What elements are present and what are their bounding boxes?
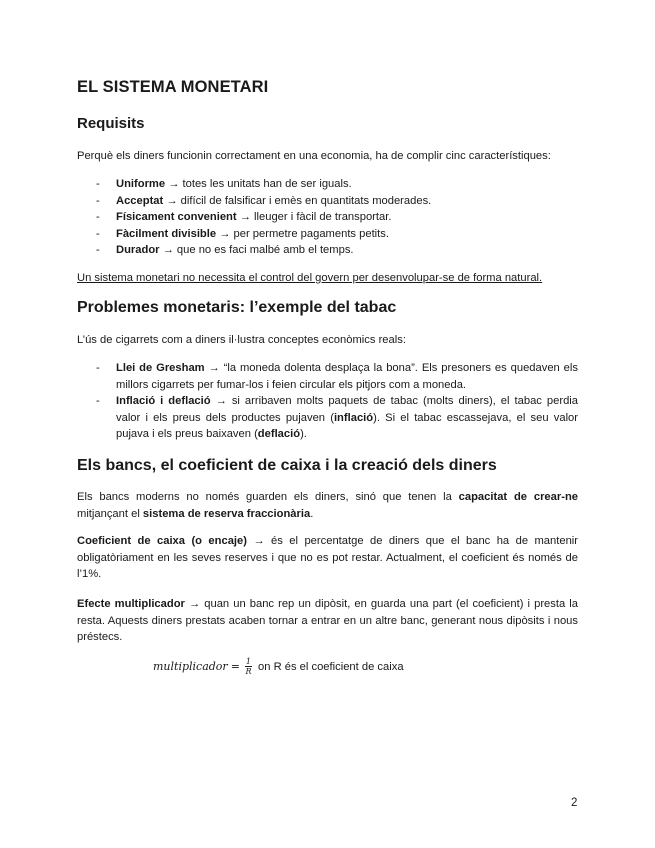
item-term: Uniforme xyxy=(116,178,166,190)
item-text: ). Si el tabac escassejava, el seu valor pujava i els preus baixaven ( xyxy=(116,411,578,440)
item-term: Llei de Gresham xyxy=(116,362,205,374)
item-term: Inflació i deflació xyxy=(116,395,211,407)
list-item xyxy=(77,209,578,226)
paragraph-text: mitjançant el xyxy=(77,507,143,520)
bancs-paragraph-1 xyxy=(77,489,578,522)
item-term: Acceptat xyxy=(116,194,164,207)
item-term-inline: deflació xyxy=(257,428,301,440)
formula-numerator: 1 xyxy=(245,657,252,666)
heading-problemes: Problemes monetaris: l’exemple del tabac xyxy=(77,299,397,316)
paragraph-text: → és el percentatge de diners que el banc ha de mantenir obligatòriament en les seves reserves i que no es pot restar. Actualment, el coeficient és només de l’1%. xyxy=(77,535,578,580)
paragraph-bold: capacitat de crear-ne xyxy=(458,491,578,503)
item-text: → si arribaven molts paquets de tabac (molts diners), el tabac perdia valor i els preus dels productes pujaven ( xyxy=(116,395,578,424)
problemes-intro: L’ús de cigarrets com a diners il·lustra conceptes econòmics reals: xyxy=(77,334,406,346)
formula-variable: multiplicador xyxy=(153,660,228,673)
item-text: → lleuger i fàcil de transportar. xyxy=(236,211,392,223)
list-item xyxy=(77,226,578,243)
requisits-note: Un sistema monetari no necessita el control del govern per desenvolupar-se de forma natural. xyxy=(77,272,543,284)
item-term-inline: inflació xyxy=(333,411,374,424)
paragraph-bold: sistema de reserva fraccionària xyxy=(142,507,311,520)
bancs-paragraph-3 xyxy=(77,596,578,646)
page-title: EL SISTEMA MONETARI xyxy=(77,78,269,96)
item-text: → totes les unitats han de ser iguals. xyxy=(165,178,352,190)
formula-fraction xyxy=(245,657,252,676)
list-item xyxy=(77,242,578,259)
item-term: Durador xyxy=(116,244,160,256)
requisits-list xyxy=(77,176,578,259)
page-number: 2 xyxy=(571,797,578,809)
paragraph-bold: Efecte multiplicador xyxy=(77,598,185,610)
formula-equals: = xyxy=(230,660,240,673)
item-text: → que no es faci malbé amb el temps. xyxy=(159,244,354,256)
paragraph-text: . xyxy=(310,507,314,520)
heading-requisits: Requisits xyxy=(77,115,145,132)
list-item xyxy=(77,393,578,443)
formula-caption: on R és el coeficient de caixa xyxy=(258,660,404,673)
item-term: Físicament convenient xyxy=(116,211,237,223)
heading-bancs: Els bancs, el coeficient de caixa i la creació dels diners xyxy=(77,457,497,474)
formula-denominator: R xyxy=(245,667,252,676)
multiplier-formula xyxy=(153,657,404,676)
item-text: → “la moneda dolenta desplaça la bona”. Els presoners es quedaven els millors cigarrets per fumar-los i feien circular els pitjors com a moneda. xyxy=(116,362,578,391)
item-text: → difícil de falsificar i emès en quantitats moderades. xyxy=(163,194,432,207)
problemes-list xyxy=(77,360,578,443)
item-term: Fàcilment divisible xyxy=(116,227,217,240)
requisits-intro: Perquè els diners funcionin correctament en una economia, ha de complir cinc característiques: xyxy=(77,150,551,162)
list-item xyxy=(77,360,578,393)
paragraph-bold: Coeficient de caixa (o encaje) xyxy=(77,535,247,547)
bancs-paragraph-2 xyxy=(77,533,578,583)
item-text: → per permetre pagaments petits. xyxy=(216,227,389,240)
paragraph-text: → quan un banc rep un dipòsit, en guarda una part (el coeficient) i presta la resta. Aquests diners prestats acaben tornar a entrar en un altre banc, generant nous dipòsits i nous préstecs. xyxy=(77,598,578,643)
list-item xyxy=(77,176,578,193)
item-text: ). xyxy=(300,428,307,440)
paragraph-text: Els bancs moderns no només guarden els diners, sinó que tenen la xyxy=(77,491,459,503)
list-item xyxy=(77,193,578,210)
